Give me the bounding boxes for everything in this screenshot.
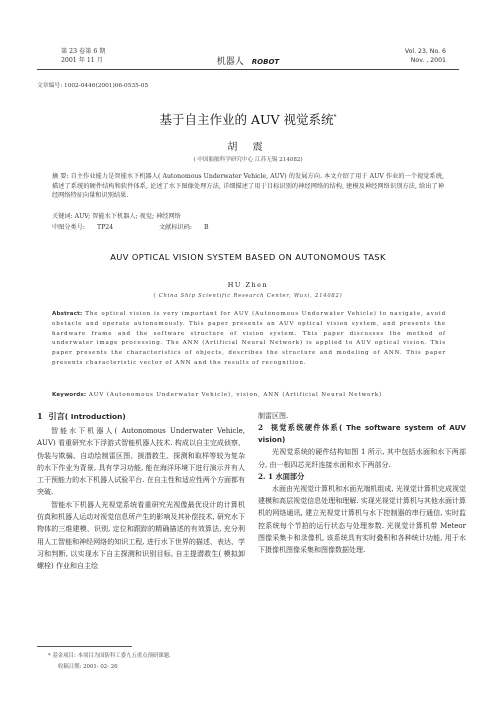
- footnote-funding: * 基金项目: 本项目为国防科工委九五重点预研课题.: [48, 653, 171, 659]
- affiliation-en: ( China Ship Scientific Research Center, Wuxi, 214082): [153, 293, 343, 299]
- header-rule: [37, 69, 459, 70]
- subsection-heading: 2. 1 水面部分: [258, 471, 305, 481]
- footnote-received: 收稿日期: 2001- 02- 26: [58, 664, 118, 670]
- journal-name-en: ROBOT: [251, 58, 280, 66]
- title-cn-text: 基于自主作业的 AUV 视觉系统: [159, 112, 334, 127]
- section-number: 2: [258, 423, 264, 433]
- abstract-cn: [52, 172, 444, 201]
- keywords-cn: [52, 211, 181, 220]
- section-heading-introduction: [37, 410, 245, 423]
- page-title-en: AUV OPTICAL VISION SYSTEM BASED ON AUTONOMOUS TASK: [110, 252, 386, 262]
- clc-value: TP24: [97, 224, 114, 231]
- keywords-cn-label: 关键词:: [52, 213, 73, 220]
- article-number: 文章编号: 1002-0446(2001)06-0535-05: [37, 83, 149, 89]
- section-title-en: ( The software system of AUV vision): [258, 423, 466, 445]
- right-column: [258, 410, 466, 557]
- abstract-en-text: The optical vision is very important for AUV (Autonomous Underwater Vehicle) to navigate, avoid obstacle and operate autonomously. This paper presents an AUV optical vision system, and presents the hardware frame and the software structure of vision system. This paper discusses the method of underwater image processing. The ANN (Artificial Neural Network) is applied to AUV optical vision. This paper presents the characteristics of objects, describes the structure and modeling of ANN. This paper presents characteristic vector of ANN and the results of recognition.: [52, 311, 446, 366]
- paragraph: 智能水下机器人光视觉系统看重研究光视像最优设计的计算机仿真和机器人运动对视觉信息所产生的影响及其补偿技术, 研究水下物体的三维建模、识别, 定位和跟踪的精确描述的有效算法, 充分利用人工智能和神经网络的知识工程, 进行水下世界的描述、表达、学习和判断, 以实现水下自主探测和识别目标, 自主提潜救生( 模拟卸螺栓) 作业和自主绘: [37, 500, 245, 571]
- paragraph-continued: 制雷区图.: [258, 412, 289, 420]
- page-title-cn: [0, 110, 496, 128]
- abstract-en-label: Abstract:: [52, 311, 83, 317]
- paragraph: 光视觉系统的硬件结构如图 1 所示, 其中包括水面和水下两部分, 由一根四芯光纤连接水面和水下两部分.: [258, 448, 466, 469]
- header-date-cn: 2001 年 11 月: [61, 57, 103, 64]
- keywords-en: [52, 392, 382, 398]
- doc-code-label: 文献标识码:: [158, 224, 192, 231]
- section-heading-hardware: [258, 422, 466, 446]
- header-volume-cn: 第 23 卷第 6 期: [61, 48, 106, 55]
- paragraph: 智能水下机器人( Autonomous Underwater Vehicle, AUV) 看重研究水下浮游式智能机器人技术. 构成以自主完成侦察、伪装与欺骗、自动绘制雷区图、援潜救生、探测和取样等较为复杂的水下作业为背景, 具有学习功能, 能在海洋环境下进行演示并有人工干预能力的水下机器人试验平台. 在自主性和适应性两个方面都有突破.: [37, 427, 245, 497]
- title-footnote-mark: *: [333, 113, 337, 121]
- section-title-cn: 视觉系统硬件体系: [270, 423, 340, 433]
- section-number: 1: [37, 411, 43, 421]
- section-title-cn: 引言: [48, 411, 65, 421]
- keywords-en-text: AUV (Autonomous Underwater Vehicle), vision, ANN (Artificial Neural Network): [88, 392, 383, 398]
- left-column: [37, 410, 245, 573]
- author-en: HU Zhen: [227, 281, 269, 289]
- journal-name-cn: 机器人: [216, 57, 244, 67]
- keywords-en-label: Keywords:: [52, 392, 87, 398]
- keywords-cn-text: AUV; 智能水下机器人; 视觉; 神经网络: [74, 213, 181, 220]
- affiliation-cn: ( 中国船舶科学研究中心 江苏无锡 214082): [193, 157, 303, 163]
- clc-label: 中图分类号:: [52, 224, 86, 231]
- author-cn: 胡 震: [227, 142, 269, 153]
- doc-code-value: B: [203, 224, 209, 231]
- abstract-cn-label: 摘 要:: [52, 173, 69, 180]
- header-volume-en: Vol. 23, No. 6: [404, 48, 446, 55]
- abstract-en: [52, 310, 446, 369]
- footnote-rule: [37, 646, 132, 647]
- section-title-en: ( Introduction): [64, 412, 126, 421]
- header-date-en: Nov. , 2001: [410, 57, 446, 64]
- paragraph: 水面由光视觉计算机和水面光端机组成, 光视觉计算机完成视觉建模和高层视觉信息处理和理解. 实现光视觉计算机与其他水面计算机的网络通讯, 建立光视觉计算机与水下控制器的串行通信, 实时监控系统每个节拍的运行状态与处理参数. 光视觉计算机带 Meteor 图像采集卡和录像机, 该系统具有实时叠积和各种统计功能, 用于水下摄像机图像采集和图像数据处理.: [258, 484, 466, 555]
- abstract-cn-text: 自主作业能力是智能水下机器人( Autonomous Underwater Vehicle, AUV) 的发展方向. 本文介绍了用于 AUV 作业的一个视觉系统, 描述了系统的硬件结构和软件体系, 论述了水下图像处理方法, 详细描述了用于目标识别的神经网络的结构, 建模及神经网络识别方法, 给出了神经网络特征向量和识别结果.: [52, 173, 444, 200]
- classification: [52, 222, 472, 231]
